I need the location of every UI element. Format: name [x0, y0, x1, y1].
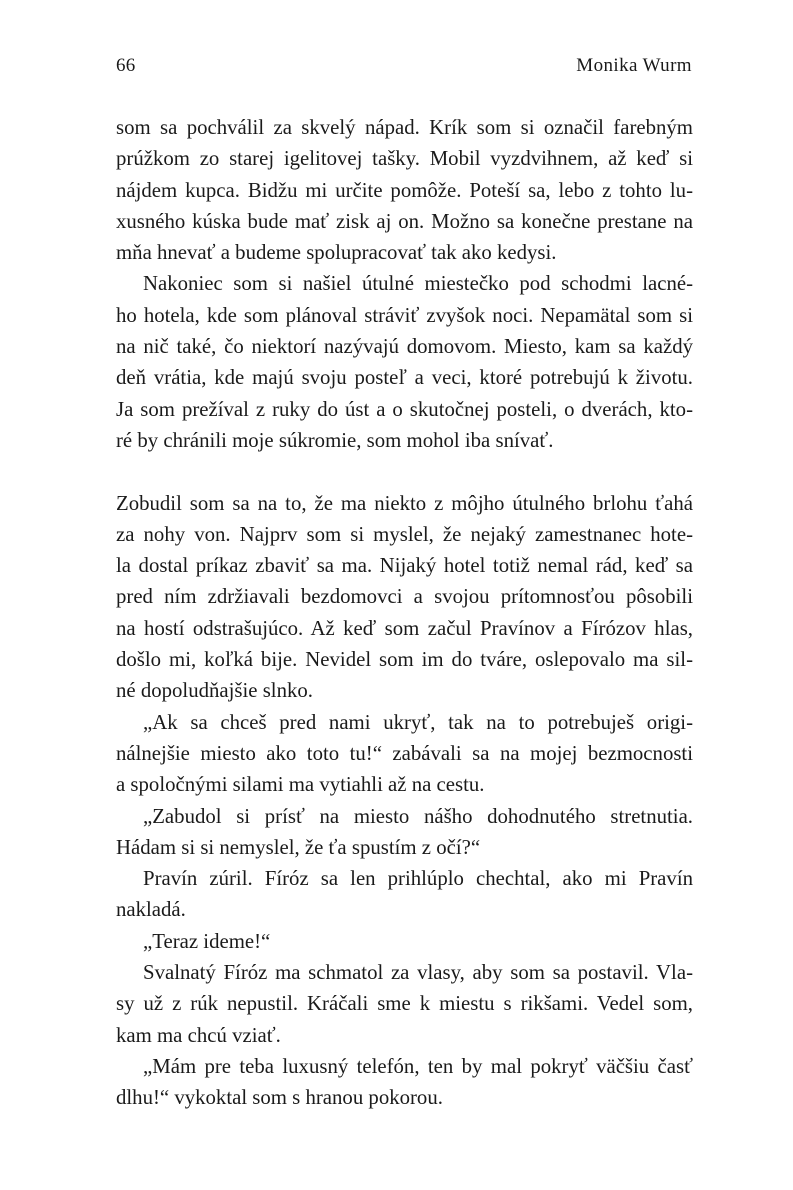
text-line: na hostí odstrašujúco. Až keď som začul Pravínov a Fírózov hlas, — [116, 616, 693, 640]
text-line: kam ma chcú vziať. — [116, 1023, 281, 1047]
text-line: „Teraz ideme!“ — [143, 929, 271, 953]
text-line: ré by chránili moje súkromie, som mohol iba snívať. — [116, 428, 554, 452]
text-line: pred ním zdržiavali bezdomovci a svojou prítomnosťou pôsobili — [116, 585, 693, 609]
text-line: nálnejšie miesto ako toto tu!“ zabávali sa na mojej bezmocnosti — [116, 741, 693, 765]
text-line: nakladá. — [116, 898, 186, 922]
text-line: mňa hnevať a budeme spolupracovať tak ako kedysi. — [116, 241, 557, 265]
text-line: „Ak sa chceš pred nami ukryť, tak na to potrebuješ origi- — [143, 710, 693, 734]
page-number: 66 — [116, 55, 136, 76]
paragraph — [116, 957, 693, 1051]
paragraph — [116, 926, 693, 957]
text-line: xusného kúska bude mať zisk aj on. Možno sa konečne prestane na — [116, 209, 693, 233]
text-line: na nič také, čo niektorí nazývajú domovom. Miesto, kam sa každý — [116, 335, 693, 359]
text-line: ho hotela, kde som plánoval stráviť zvyšok noci. Nepamätal som si — [116, 303, 693, 327]
paragraph — [116, 1051, 693, 1114]
paragraph — [116, 268, 693, 456]
text-line: došlo mi, koľká bije. Nevidel som im do tváre, oslepovalo ma sil- — [116, 648, 693, 672]
text-line: Pravín zúril. Fíróz sa len prihlúplo chechtal, ako mi Pravín — [143, 867, 693, 891]
text-line: Hádam si si nemyslel, že ťa spustím z očí?“ — [116, 835, 481, 859]
text-line: Nakoniec som si našiel útulné miestečko pod schodmi lacné- — [143, 272, 693, 296]
text-line: la dostal príkaz zbaviť sa ma. Nijaký hotel totiž nemal rád, keď sa — [116, 554, 693, 578]
text-line: „Mám pre teba luxusný telefón, ten by mal pokryť väčšiu časť — [143, 1054, 693, 1078]
section-break — [116, 456, 693, 487]
paragraph — [116, 801, 693, 864]
text-line: Ja som prežíval z ruky do úst a o skutočnej posteli, o dverách, kto- — [116, 397, 693, 421]
paragraph — [116, 707, 693, 801]
paragraph — [116, 863, 693, 926]
text-line: deň vrátia, kde majú svoju posteľ a veci, ktoré potrebujú k životu. — [116, 366, 693, 390]
paragraph — [116, 112, 693, 268]
text-line: „Zabudol si prísť na miesto nášho dohodnutého stretnutia. — [143, 804, 693, 828]
body-text — [116, 112, 693, 1114]
text-line: a spoločnými silami ma vytiahli až na cestu. — [116, 773, 485, 797]
text-line: dlhu!“ vykoktal som s hranou pokorou. — [116, 1086, 443, 1110]
text-line: Zobudil som sa na to, že ma niekto z môjho útulného brlohu ťahá — [116, 491, 693, 515]
text-line: sy už z rúk nepustil. Kráčali sme k miestu s rikšami. Vedel som, — [116, 992, 693, 1016]
paragraph — [116, 488, 693, 707]
text-line: za nohy von. Najprv som si myslel, že nejaký zamestnanec hote- — [116, 522, 693, 546]
text-line: prúžkom zo starej igelitovej tašky. Mobil vyzdvihnem, až keď si — [116, 147, 693, 171]
text-line: nájdem kupca. Bidžu mi určite pomôže. Poteší sa, lebo z tohto lu- — [116, 178, 693, 202]
running-head-author: Monika Wurm — [576, 55, 692, 76]
text-line: som sa pochválil za skvelý nápad. Krík som si označil farebným — [116, 116, 693, 139]
text-line: né dopoludňajšie slnko. — [116, 679, 313, 703]
text-line: Svalnatý Fíróz ma schmatol za vlasy, aby som sa postavil. Vla- — [143, 961, 693, 985]
